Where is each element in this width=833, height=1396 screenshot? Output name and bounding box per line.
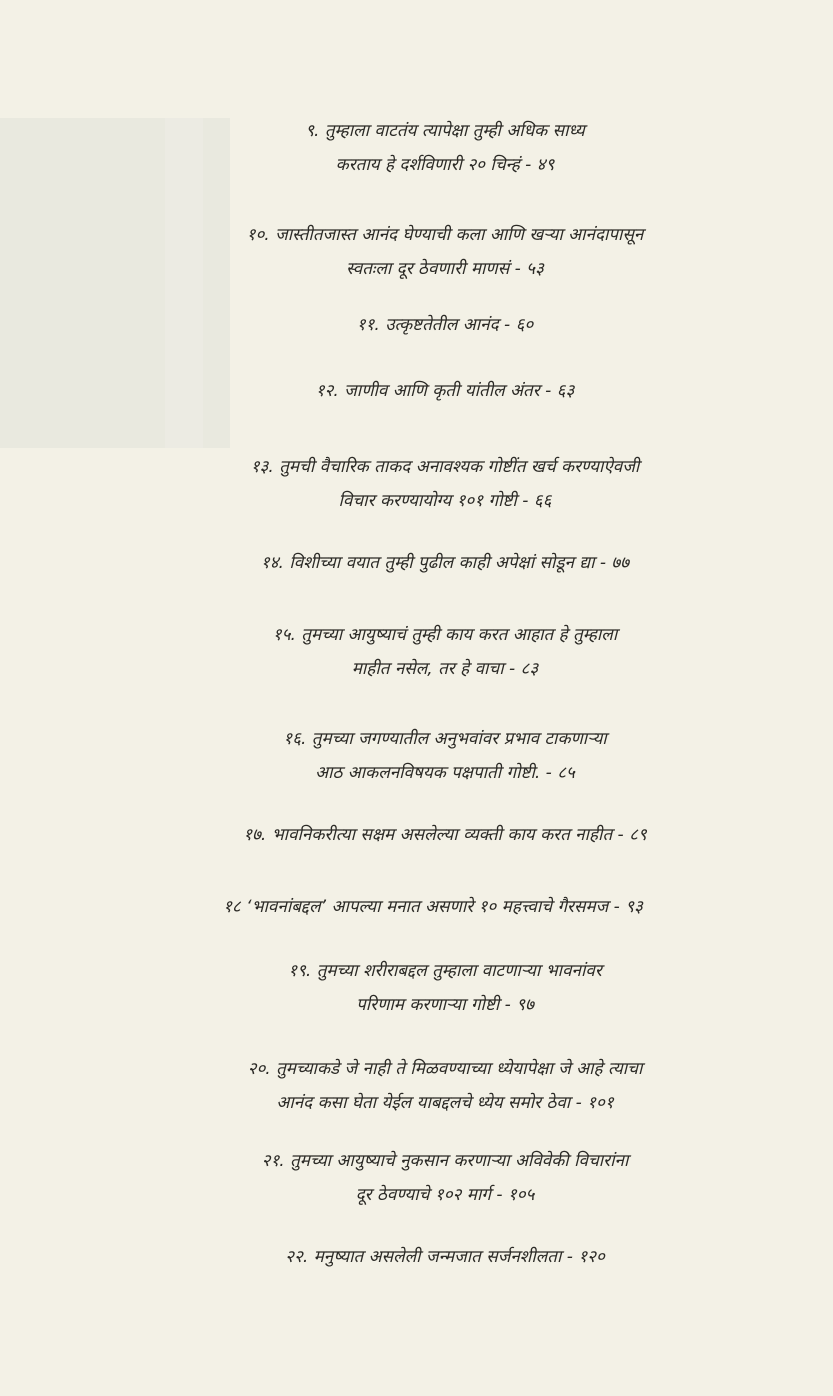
toc-entry-11: [150, 308, 740, 374]
toc-entry-line: १३. तुमची वैचारिक ताकद अनावश्यक गोष्टींत खर्च करण्याऐवजी: [250, 457, 640, 477]
toc-entry-12: [150, 374, 740, 450]
toc-entry-line: १७. भावनिकरीत्या सक्षम असलेल्या व्यक्ती काय करत नाहीत - ८९: [243, 825, 647, 845]
toc-entry-line: ११. उत्कृष्टतेतील आनंद - ६०: [356, 315, 534, 335]
table-of-contents: [150, 114, 740, 1280]
toc-entry-9: [150, 114, 740, 218]
toc-entry-line: १०. जास्तीतजास्त आनंद घेण्याची कला आणि खऱ्या आनंदापासून: [246, 225, 644, 245]
toc-entry-10: [150, 218, 740, 308]
toc-entry-line: १६. तुमच्या जगण्यातील अनुभवांवर प्रभाव टाकणाऱ्या: [283, 729, 607, 749]
toc-entry-21: [150, 1144, 740, 1240]
toc-entry-line: दूर ठेवण्याचे १०२ मार्ग - १०५: [355, 1185, 535, 1205]
toc-entry-line: १४. विशीच्या वयात तुम्ही पुढील काही अपेक्षां सोडून द्या - ७७: [260, 553, 630, 573]
toc-entry-16: [150, 722, 740, 818]
toc-entry-18: [150, 890, 740, 954]
toc-entry-line: २१. तुमच्या आयुष्याचे नुकसान करणाऱ्या अविवेकी विचारांना: [261, 1151, 629, 1171]
toc-entry-19: [150, 954, 740, 1052]
toc-entry-line: आनंद कसा घेता येईल याबद्दलचे ध्येय समोर ठेवा - १०१: [276, 1093, 614, 1113]
toc-entry-line: १९. तुमच्या शरीराबद्दल तुम्हाला वाटणाऱ्या भावनांवर: [288, 961, 602, 981]
toc-entry-17: [150, 818, 740, 890]
toc-entry-15: [150, 618, 740, 722]
toc-entry-line: २२. मनुष्यात असलेली जन्मजात सर्जनशीलता - १२०: [285, 1247, 605, 1267]
toc-entry-line: १८ ‘भावनांबद्दल’ आपल्या मनात असणारे १० महत्त्वाचे गैरसमज - ९३: [223, 897, 643, 917]
toc-entry-13: [150, 450, 740, 546]
toc-entry-22: [150, 1240, 740, 1280]
toc-entry-line: स्वतःला दूर ठेवणारी माणसं - ५३: [346, 259, 544, 279]
toc-entry-line: ९. तुम्हाला वाटतंय त्यापेक्षा तुम्ही अधिक साध्य: [305, 121, 585, 141]
toc-entry-line: १२. जाणीव आणि कृती यांतील अंतर - ६३: [315, 381, 575, 401]
toc-entry-20: [150, 1052, 740, 1144]
toc-entry-line: आठ आकलनविषयक पक्षपाती गोष्टी. - ८५: [315, 763, 575, 783]
toc-entry-line: करताय हे दर्शविणारी २० चिन्हं - ४९: [335, 155, 555, 175]
toc-entry-14: [150, 546, 740, 618]
toc-entry-line: २०. तुमच्याकडे जे नाही ते मिळवण्याच्या ध्येयापेक्षा जे आहे त्याचा: [247, 1059, 643, 1079]
toc-entry-line: १५. तुमच्या आयुष्याचं तुम्ही काय करत आहात हे तुम्हाला: [272, 625, 618, 645]
toc-entry-line: माहीत नसेल, तर हे वाचा - ८३: [351, 659, 539, 679]
toc-entry-line: विचार करण्यायोग्य १०१ गोष्टी - ६६: [338, 491, 552, 511]
toc-entry-line: परिणाम करणाऱ्या गोष्टी - ९७: [356, 995, 534, 1015]
